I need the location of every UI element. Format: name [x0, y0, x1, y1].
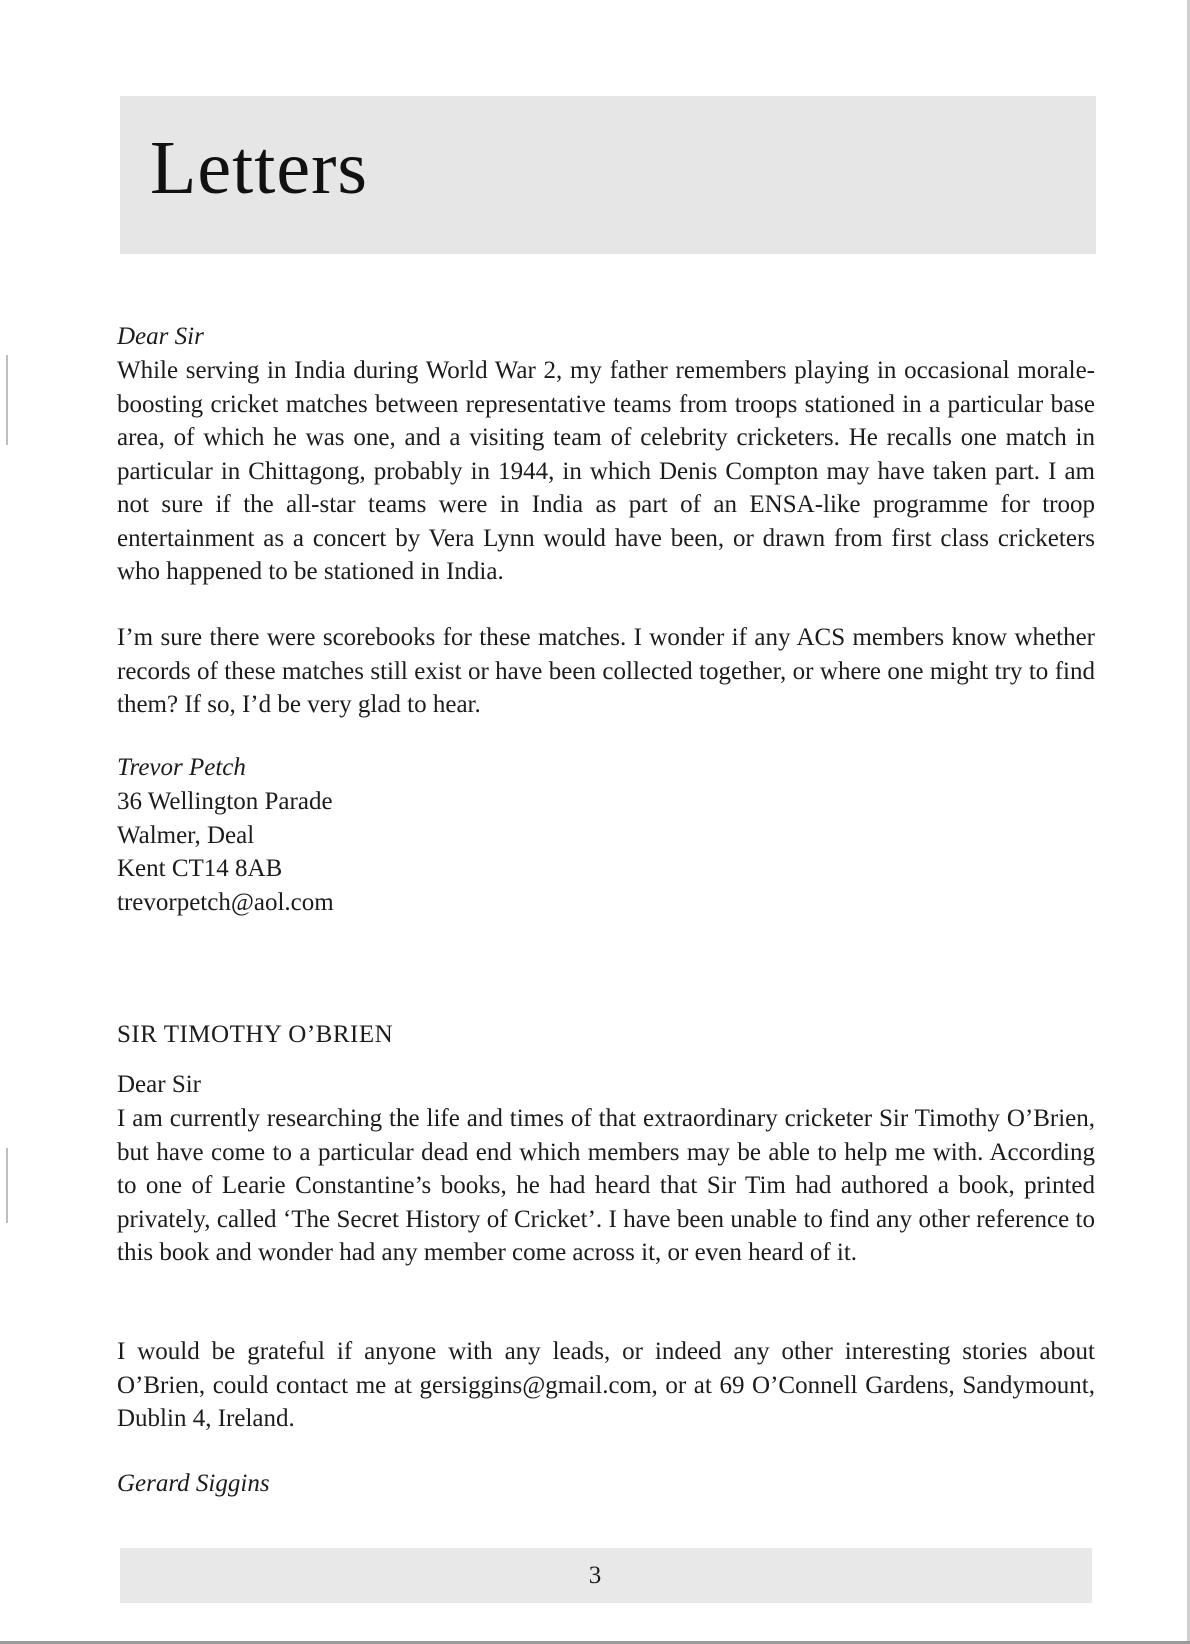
- letter1-salutation: Dear Sir: [117, 323, 204, 350]
- letter1-signature: Trevor Petch: [117, 754, 246, 781]
- address-line: Walmer, Deal: [117, 821, 255, 849]
- address-line: Kent CT14 8AB: [117, 855, 283, 882]
- scan-edge-mark: [6, 1148, 8, 1223]
- address-line: 36 Wellington Parade: [117, 788, 333, 815]
- page-number: 3: [588, 1562, 602, 1589]
- letter2-signature: Gerard Siggins: [117, 1470, 270, 1497]
- letter2-salutation: Dear Sir: [117, 1071, 201, 1098]
- address-email: trevorpetch@aol.com: [117, 888, 334, 916]
- letter1-paragraph-1: While serving in India during World War 2, my father remembers playing in occasional morale-boosting cricket matches between representative teams from troops stationed in a particular base area, of which he was one, and a visiting team of celebrity cricketers. He recalls one match in particular in Chittagong, probably in 1944, in which Denis Compton may have taken part. I am not sure if the all-star teams were in India as part of an ENSA-like programme for troop entertainment as a concert by Vera Lynn would have been, or drawn from first class cricketers who happened to be stationed in India.: [117, 357, 1095, 585]
- letter1-address: [117, 785, 1095, 919]
- scan-edge-mark: [6, 355, 8, 445]
- letter2-paragraph-2: I would be grateful if anyone with any leads, or indeed any other interesting stories about O’Brien, could contact me at gersiggins@gmail.com, or at 69 O’Connell Gardens, Sandymount, Dublin 4, Ireland.: [117, 1338, 1095, 1432]
- letter2-heading: SIR TIMOTHY O’BRIEN: [117, 1021, 394, 1048]
- page-title: Letters: [150, 126, 369, 210]
- letter1-paragraph-2: I’m sure there were scorebooks for these matches. I wonder if any ACS members know whether records of these matches still exist or have been collected together, or where one might try to find them? If so, I’d be very glad to hear.: [117, 624, 1095, 718]
- letter2-paragraph-1: I am currently researching the life and times of that extraordinary cricketer Sir Timothy O’Brien, but have come to a particular dead end which members may be able to help me with. According to one of Learie Constantine’s books, he had heard that Sir Tim had authored a book, printed privately, called ‘The Secret History of Cricket’. I have been unable to find any other reference to this book and wonder had any member come across it, or even heard of it.: [117, 1105, 1095, 1266]
